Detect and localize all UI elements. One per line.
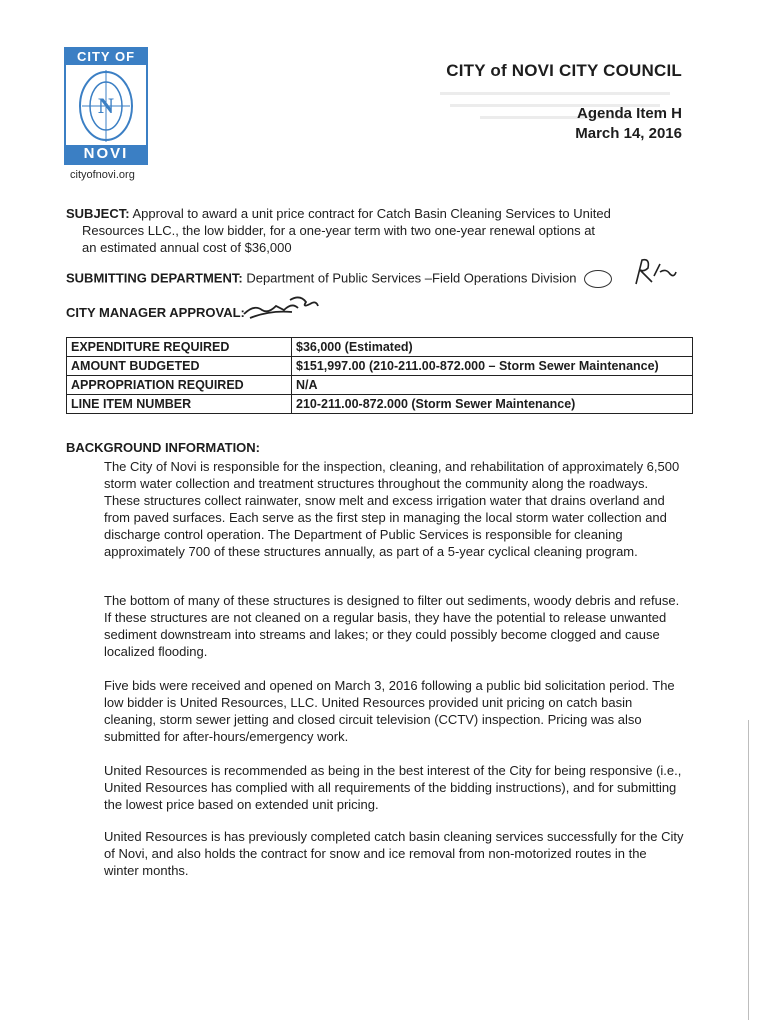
- handwritten-initials-signature: [630, 254, 680, 290]
- subject-block: [66, 205, 692, 256]
- table-cell-key: EXPENDITURE REQUIRED: [67, 338, 292, 357]
- city-manager-signature: [240, 292, 320, 322]
- subject-line-1: Approval to award a unit price contract for Catch Basin Cleaning Services to United: [132, 206, 611, 221]
- subject-line-3: an estimated annual cost of $36,000: [82, 240, 292, 255]
- logo-bottom-text: NOVI: [66, 145, 146, 163]
- financial-table: [66, 337, 693, 414]
- city-manager-approval-label: CITY MANAGER APPROVAL:: [66, 305, 245, 320]
- department-line: [66, 270, 612, 288]
- table-row: [67, 338, 693, 357]
- document-title: CITY of NOVI CITY COUNCIL: [446, 61, 682, 80]
- table-cell-value: $36,000 (Estimated): [292, 338, 693, 357]
- city-logo: [64, 47, 150, 185]
- department-value: Department of Public Services –Field Operations Division: [246, 270, 577, 286]
- background-paragraph: The bottom of many of these structures is designed to filter out sediments, woody debris and refuse. If these structures are not cleaned on a regular basis, they have the potential to release unwanted sediment downstream into streams and lakes; or they could possibly become clogged and cause localized flooding.: [104, 593, 680, 659]
- table-row: [67, 395, 693, 414]
- initials-stamp-icon: [584, 270, 612, 288]
- table-cell-value: N/A: [292, 376, 693, 395]
- meeting-date: March 14, 2016: [575, 125, 682, 142]
- compass-emblem-icon: [74, 67, 138, 145]
- scan-edge-divider: [748, 720, 749, 1020]
- logo-frame: [64, 47, 148, 165]
- table-cell-value: 210-211.00-872.000 (Storm Sewer Maintenance): [292, 395, 693, 414]
- background-paragraph: United Resources is recommended as being in the best interest of the City for being responsive (i.e., United Resources has complied with all requirements of the bidding instructions), and for submitting the lowest price based on extended unit pricing.: [104, 763, 682, 812]
- table-cell-value: $151,997.00 (210-211.00-872.000 – Storm Sewer Maintenance): [292, 357, 693, 376]
- logo-top-text: CITY OF: [66, 49, 146, 65]
- table-cell-key: AMOUNT BUDGETED: [67, 357, 292, 376]
- table-cell-key: APPROPRIATION REQUIRED: [67, 376, 292, 395]
- subject-label: SUBJECT:: [66, 206, 130, 221]
- table-cell-key: LINE ITEM NUMBER: [67, 395, 292, 414]
- logo-url: cityofnovi.org: [70, 169, 135, 181]
- background-paragraph: Five bids were received and opened on March 3, 2016 following a public bid solicitation period. The low bidder is United Resources, LLC. United Resources provided unit pricing on catch basin cleaning, storm sewer jetting and closed circuit television (CCTV) inspection. Pricing was also submitted for after-hours/emergency work.: [104, 678, 675, 744]
- subject-line-2: Resources LLC., the low bidder, for a one-year term with two one-year renewal options at: [82, 223, 596, 238]
- background-paragraph: The City of Novi is responsible for the inspection, cleaning, and rehabilitation of approximately 6,500 storm water collection and treatment structures throughout the community along the roadways. These structures collect rainwater, snow melt and excess irrigation water that drains overland and from paved surfaces. Each serve as the first step in managing the local storm water collection and discharge control operation. The Department of Public Services is responsible for cleaning approximately 700 of these structures annually, as part of a 5-year cyclical cleaning program.: [104, 459, 680, 559]
- background-paragraph: United Resources is has previously completed catch basin cleaning services successfully for the City of Novi, and also holds the contract for snow and ice removal from non-motorized routes in the winter months.: [104, 829, 684, 878]
- svg-text:N: N: [98, 93, 114, 118]
- background-heading: BACKGROUND INFORMATION:: [66, 440, 261, 455]
- agenda-item: Agenda Item H: [576, 105, 682, 122]
- table-row: [67, 376, 693, 395]
- table-row: [67, 357, 693, 376]
- department-label: SUBMITTING DEPARTMENT:: [66, 270, 243, 286]
